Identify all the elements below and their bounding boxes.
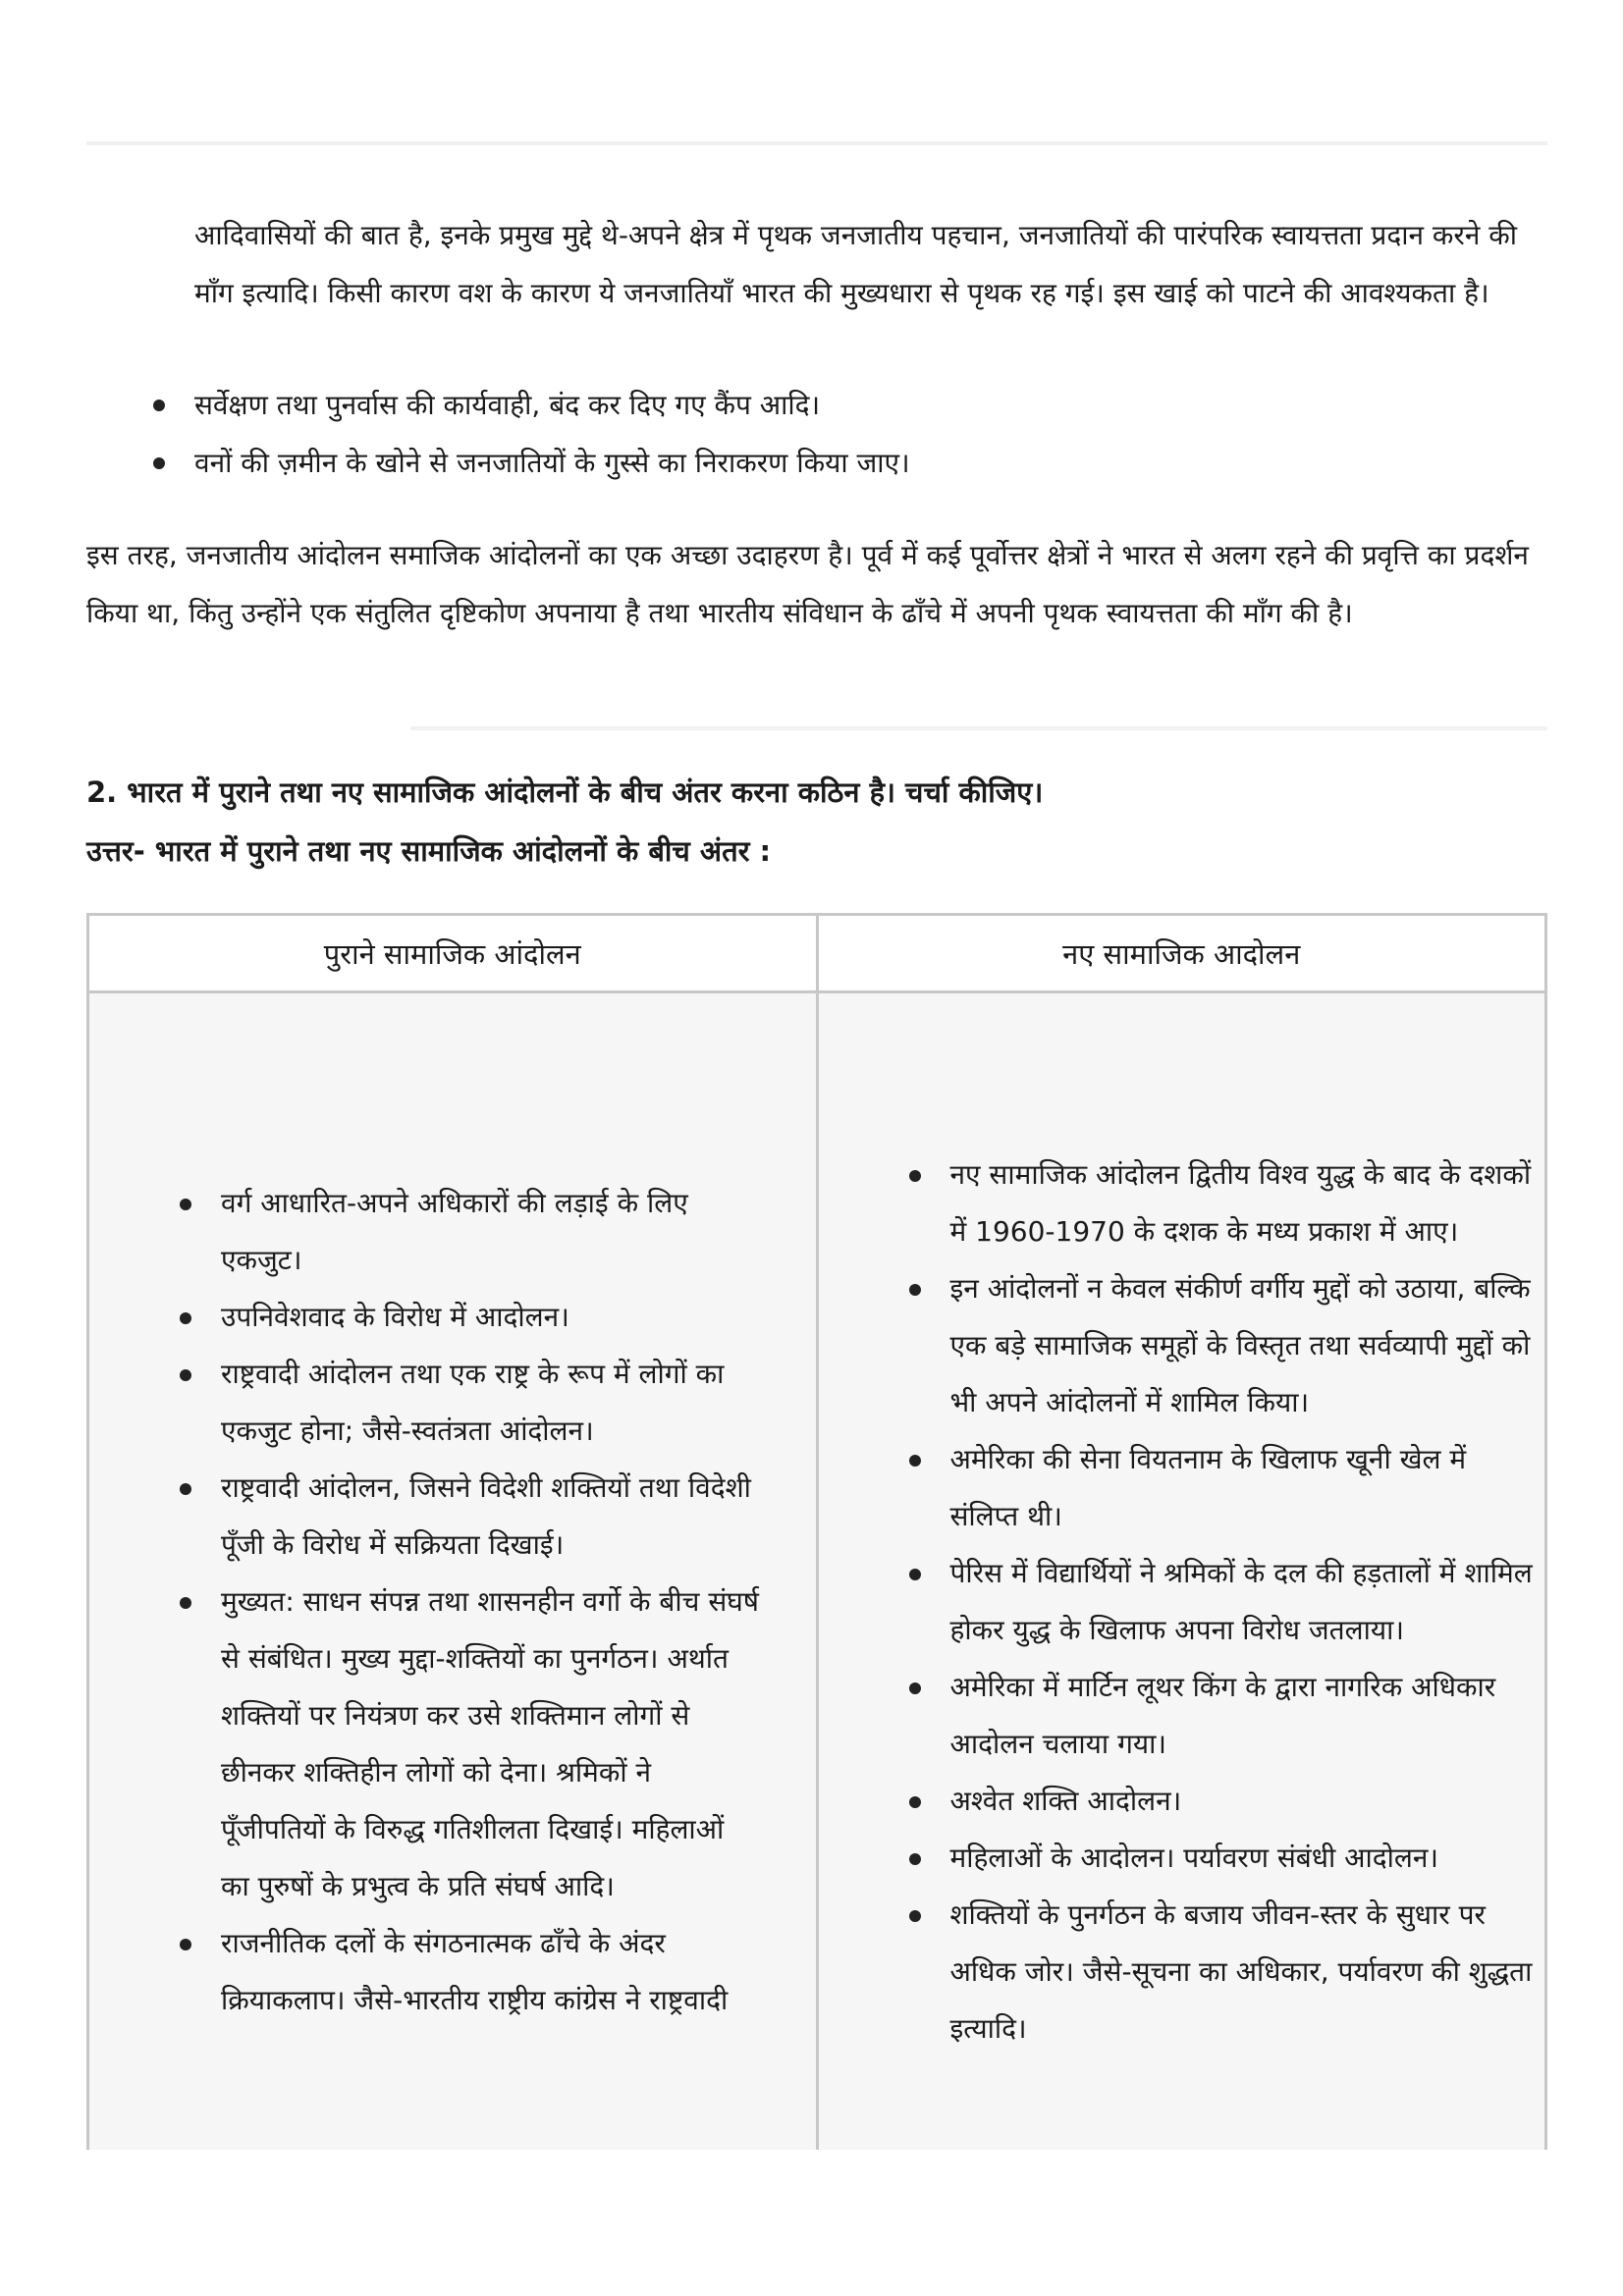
bullet-icon bbox=[909, 1455, 921, 1467]
comparison-table bbox=[86, 913, 1547, 2150]
list-item bbox=[899, 1431, 1538, 1545]
bullet-icon bbox=[180, 1597, 191, 1609]
answer-intro: उत्तर- भारत में पुराने तथा नए सामाजिक आंदोलनों के बीच अंतर : bbox=[86, 834, 772, 868]
list-item-text: शक्तियों के पुनर्गठन के बजाय जीवन-स्तर के सुधार पर अधिक जोर। जैसे-सूचना का अधिकार, पर्यावरण की शुद्धता इत्यादि। bbox=[949, 1898, 1533, 2045]
list-item bbox=[899, 1545, 1538, 1659]
header-old-movements: पुराने सामाजिक आंदोलन bbox=[88, 915, 818, 992]
list-item-text: राजनीतिक दलों के संगठनात्मक ढाँचे के अंदर क्रियाकलाप। जैसे-भारतीय राष्ट्रीय कांग्रेस ने राष्ट्रवादी bbox=[221, 1927, 729, 2016]
section-divider bbox=[410, 726, 1547, 730]
list-item bbox=[170, 1346, 759, 1460]
list-item-text: अमेरिका की सेना वियतनाम के खिलाफ खूनी खेल में संलिप्त थी। bbox=[949, 1443, 1467, 1532]
list-item bbox=[170, 1460, 759, 1574]
list-item-text: पेरिस में विद्यार्थियों ने श्रमिकों के दल की हड़तालों में शामिल होकर युद्ध के खिलाफ अपना विरोध जतलाया। bbox=[949, 1557, 1533, 1646]
bullet-icon bbox=[909, 1284, 921, 1296]
bullet-icon bbox=[909, 1569, 921, 1580]
bullet-icon bbox=[180, 1483, 191, 1495]
question-heading: 2. भारत में पुराने तथा नए सामाजिक आंदोलनों के बीच अंतर करना कठिन है। चर्चा कीजिए। bbox=[86, 775, 1044, 809]
top-bullet-list bbox=[147, 376, 1542, 492]
list-item-text: राष्ट्रवादी आंदोलन तथा एक राष्ट्र के रूप में लोगों का एकजुट होना; जैसे-स्वतंत्रता आंदोलन। bbox=[221, 1358, 725, 1447]
bullet-icon bbox=[909, 1170, 921, 1182]
list-item-text: मुख्यत: साधन संपन्न तथा शासनहीन वर्गो के बीच संघर्ष से संबंधित। मुख्य मुद्दा-शक्तियों का पुनर्गठन। अर्थात शक्तियों पर नियंत्रण कर उसे शक्तिमान लोगों से छीनकर शक्तिहीन लोगों को देना। श्रमिकों ने पूँजीपतियों के विरुद्ध गतिशीलता दिखाई। महिलाओं का पुरुषों के प्रभुत्व के प्रति संघर्ष आदि। bbox=[221, 1585, 759, 1902]
intro-paragraph: आदिवासियों की बात है, इनके प्रमुख मुद्दे थे-अपने क्षेत्र में पृथक जनजातीय पहचान, जनजातियों की पारंपरिक स्वायत्तता प्रदान करने की माँग इत्यादि। किसी कारण वश के कारण ये जनजातियाँ भारत की मुख्यधारा से पृथक रह गई। इस खाई को पाटने की आवश्यकता है। bbox=[194, 219, 1518, 309]
bullet-icon bbox=[909, 1682, 921, 1694]
list-item-text: सर्वेक्षण तथा पुनर्वास की कार्यवाही, बंद कर दिए गए कैंप आदि। bbox=[194, 389, 821, 421]
bullet-icon bbox=[180, 1939, 191, 1950]
list-item bbox=[147, 434, 1542, 492]
list-item bbox=[899, 1887, 1538, 2057]
list-item bbox=[899, 1773, 1538, 1830]
list-item bbox=[899, 1659, 1538, 1773]
list-item bbox=[899, 1147, 1538, 1260]
list-item-text: महिलाओं के आदोलन। पर्यावरण संबंधी आदोलन। bbox=[949, 1842, 1439, 1874]
list-item-text: उपनिवेशवाद के विरोध में आदोलन। bbox=[221, 1301, 569, 1333]
list-item-text: अश्वेत शक्ति आदोलन। bbox=[949, 1785, 1182, 1817]
new-movements-cell bbox=[817, 992, 1546, 2151]
list-item-text: वनों की ज़मीन के खोने से जनजातियों के गुस्से का निराकरण किया जाए। bbox=[194, 447, 910, 479]
list-item-text: अमेरिका में मार्टिन लूथर किंग के द्वारा नागरिक अधिकार आदोलन चलाया गया। bbox=[949, 1671, 1496, 1760]
list-item bbox=[170, 1289, 759, 1346]
list-item-text: नए सामाजिक आंदोलन द्वितीय विश्व युद्ध के बाद के दशकों में 1960-1970 के दशक के मध्य प्रकाश में आए। bbox=[949, 1158, 1532, 1248]
header-new-movements: नए सामाजिक आदोलन bbox=[817, 915, 1546, 992]
list-item-text: राष्ट्रवादी आंदोलन, जिसने विदेशी शक्तियों तथा विदेशी पूँजी के विरोध में सक्रियता दिखाई। bbox=[221, 1471, 751, 1561]
old-movements-list bbox=[170, 1175, 759, 2029]
list-item bbox=[899, 1830, 1538, 1887]
list-item bbox=[147, 376, 1542, 434]
bullet-icon bbox=[180, 1369, 191, 1381]
bullet-icon bbox=[180, 1312, 191, 1324]
list-item bbox=[170, 1574, 759, 1915]
list-item-text: इन आंदोलनों न केवल संकीर्ण वर्गीय मुद्दों को उठाया, बल्कि एक बड़े सामाजिक समूहों के विस्तृत तथा सर्वव्यापी मुद्दों को भी अपने आंदोलनों में शामिल किया। bbox=[949, 1272, 1531, 1418]
bullet-icon bbox=[909, 1796, 921, 1808]
new-movements-list bbox=[899, 1147, 1538, 2057]
list-item-text: वर्ग आधारित-अपने अधिकारों की लड़ाई के लिए एकजुट। bbox=[221, 1187, 688, 1276]
conclusion-paragraph: इस तरह, जनजातीय आंदोलन समाजिक आंदोलनों का एक अच्छा उदाहरण है। पूर्व में कई पूर्वोत्तर क्षेत्रों ने भारत से अलग रहने की प्रवृत्ति का प्रदर्शन किया था, किंतु उन्होंने एक संतुलित दृष्टिकोण अपनाया है तथा भारतीय संविधान के ढाँचे में अपनी पृथक स्वायत्तता की माँग की है। bbox=[86, 539, 1529, 629]
bullet-icon bbox=[153, 400, 165, 411]
list-item bbox=[899, 1260, 1538, 1431]
list-item bbox=[170, 1915, 759, 2029]
bullet-icon bbox=[909, 1853, 921, 1865]
bullet-icon bbox=[909, 1910, 921, 1922]
top-divider bbox=[86, 141, 1547, 145]
old-movements-cell bbox=[88, 992, 818, 2151]
comparison-table-container bbox=[86, 913, 1547, 2150]
bullet-icon bbox=[180, 1199, 191, 1210]
list-item bbox=[170, 1175, 759, 1289]
bullet-icon bbox=[153, 457, 165, 469]
